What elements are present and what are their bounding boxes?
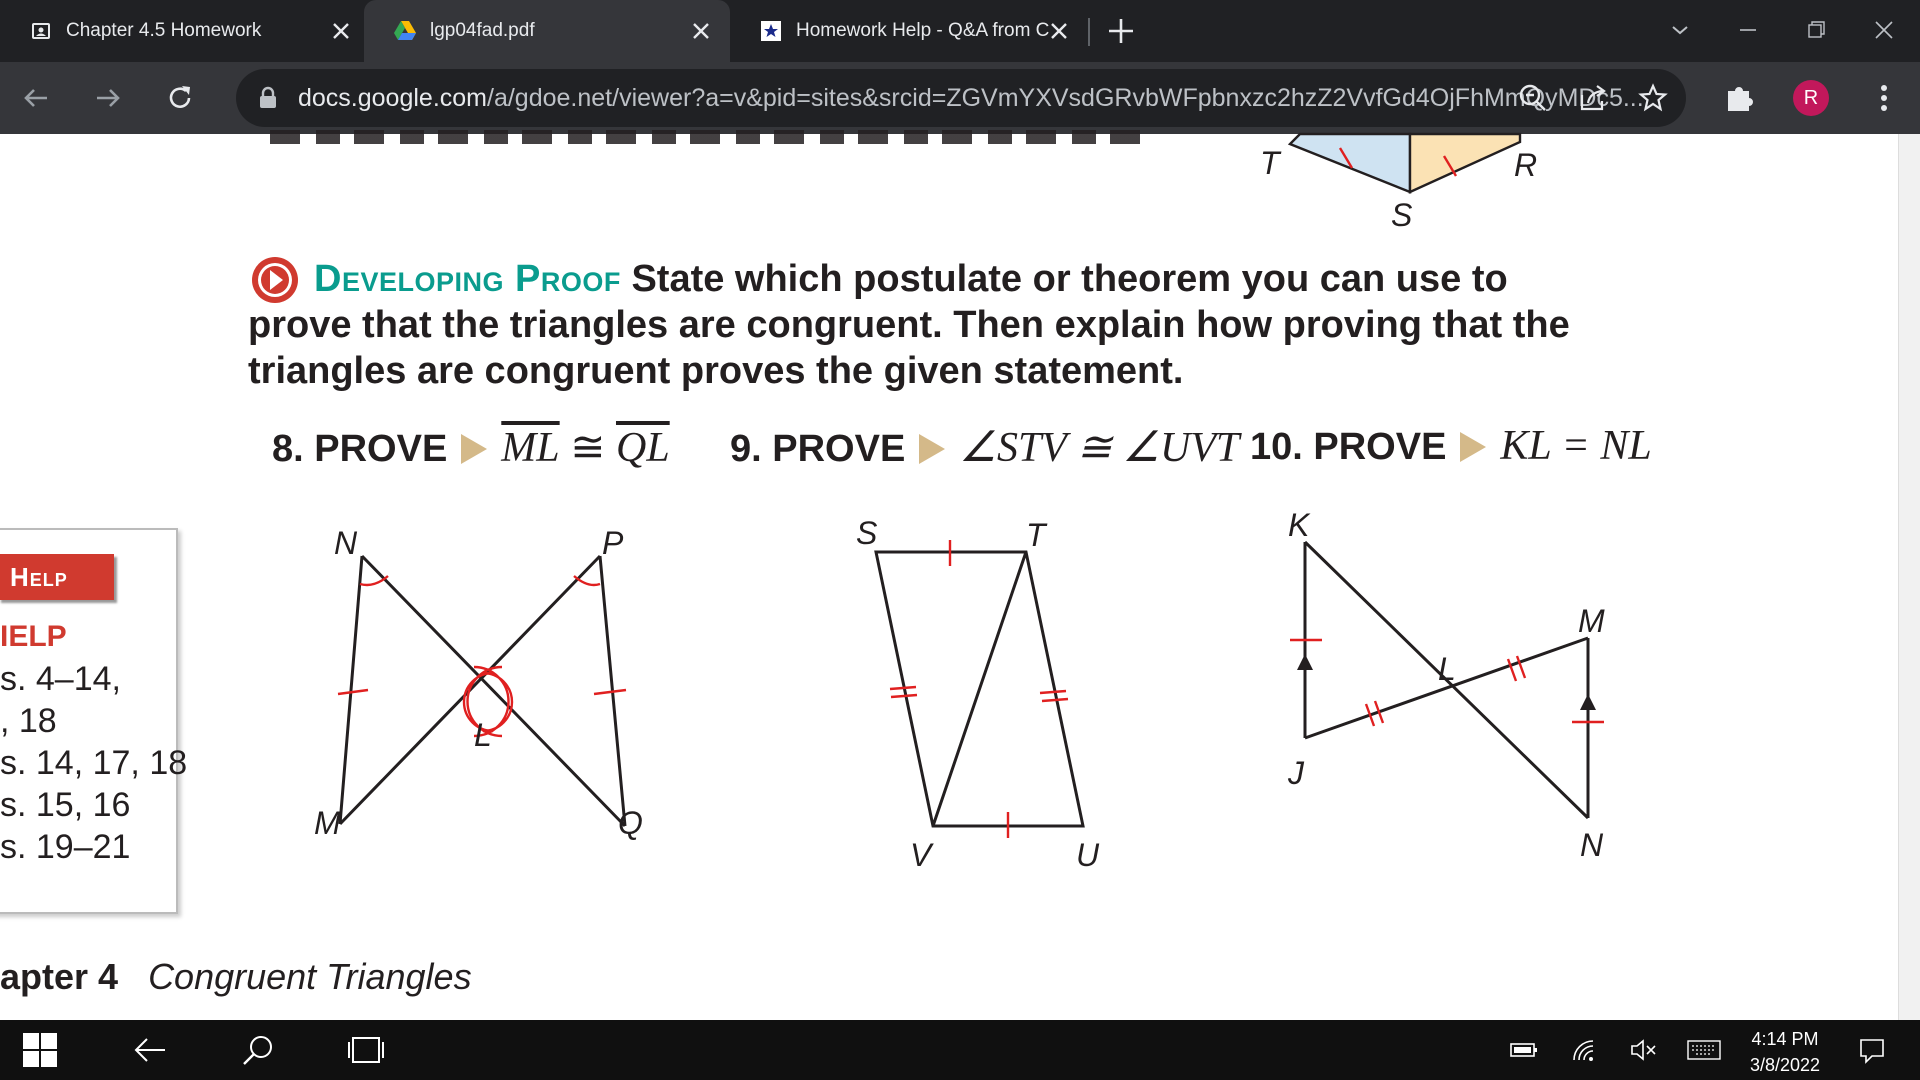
exercise-8 [272, 422, 670, 472]
help-heading: IELP [0, 620, 67, 653]
restore-icon[interactable] [1796, 10, 1836, 50]
label-u: U [1076, 837, 1100, 873]
volume-muted-icon[interactable] [1624, 1030, 1664, 1070]
tab-search-icon[interactable] [1660, 10, 1700, 50]
label-n: N [334, 525, 358, 561]
exercise-9 [730, 422, 1239, 472]
search-button[interactable] [238, 1030, 278, 1070]
double-tick-mark [1040, 691, 1068, 701]
arrow-icon [919, 434, 945, 464]
help-tag: Help [0, 554, 114, 600]
search-icon [241, 1033, 275, 1067]
new-tab-icon[interactable] [1106, 16, 1136, 46]
figure-8 [300, 504, 660, 844]
label-l: L [474, 717, 492, 753]
label-t: T [1260, 145, 1280, 181]
tick-mark [594, 690, 626, 694]
google-drive-icon [394, 20, 416, 42]
taskbar-clock[interactable] [1730, 1026, 1840, 1078]
label-q: Q [618, 805, 643, 841]
figure-9 [840, 504, 1100, 873]
exercise-number: 9. PROVE [730, 428, 906, 470]
close-icon[interactable] [328, 18, 354, 44]
exercise-number: 10. PROVE [1250, 426, 1447, 468]
figure-10 [1270, 494, 1620, 863]
forward-button[interactable] [88, 78, 128, 118]
zoom-icon[interactable] [1518, 83, 1548, 113]
tab-pdf[interactable] [364, 0, 730, 62]
start-button[interactable] [20, 1030, 60, 1070]
task-view-icon [347, 1035, 385, 1065]
label-t: T [1026, 517, 1046, 553]
back-arrow-icon [133, 1035, 167, 1065]
tab-title: Homework Help - Q&A from C [796, 20, 1050, 41]
exercise-number: 8. PROVE [272, 428, 448, 470]
label-s: S [856, 515, 878, 551]
close-icon[interactable] [688, 18, 714, 44]
tab-separator [1088, 18, 1090, 46]
menu-button[interactable] [1864, 78, 1904, 118]
label-m: M [314, 805, 341, 841]
exercise-statement: KL = NL [1500, 423, 1652, 469]
puzzle-icon [1723, 81, 1757, 115]
help-line: s. 14, 17, 18 [0, 744, 188, 782]
action-center-button[interactable] [1852, 1030, 1892, 1070]
chapter-number: apter 4 [0, 956, 119, 997]
star-icon [760, 20, 782, 42]
touch-keyboard-icon[interactable] [1684, 1030, 1724, 1070]
clock-time: 4:14 PM [1751, 1029, 1819, 1049]
extensions-button[interactable] [1720, 78, 1760, 118]
help-line: , 18 [0, 702, 57, 740]
heading-line-1 [248, 256, 1648, 302]
double-tick-mark [890, 687, 917, 697]
share-icon[interactable] [1578, 83, 1608, 113]
forward-arrow-icon [93, 83, 123, 113]
heading-line-3: triangles are congruent proves the given statement. [248, 350, 1184, 392]
minimize-icon[interactable] [1728, 10, 1768, 50]
close-window-icon[interactable] [1864, 10, 1904, 50]
back-arrow-icon [21, 83, 51, 113]
developing-proof-tag: Developing Proof [314, 258, 621, 300]
label-p: P [602, 525, 624, 561]
windows-taskbar [0, 1020, 1920, 1080]
label-r: R [1514, 147, 1538, 183]
top-diagram [1260, 134, 1580, 244]
notification-icon [1858, 1036, 1886, 1064]
back-button[interactable] [16, 78, 56, 118]
help-line: s. 15, 16 [0, 786, 131, 824]
profile-avatar[interactable]: R [1793, 80, 1829, 116]
exercise-10 [1250, 422, 1652, 470]
arrow-icon [461, 434, 487, 464]
label-l: L [1438, 651, 1456, 687]
label-n: N [1580, 827, 1604, 863]
exercise-statement: ∠STV ≅ ∠UVT [959, 425, 1240, 471]
reload-button[interactable] [160, 78, 200, 118]
parallel-arrow [1580, 694, 1596, 710]
windows-logo-icon [23, 1033, 57, 1067]
vertical-scrollbar[interactable] [1898, 134, 1920, 1020]
bookmark-star-icon[interactable] [1638, 83, 1668, 113]
arrow-icon [1460, 432, 1486, 462]
heading-line-2: prove that the triangles are congruent. Then explain how proving that the [248, 304, 1570, 346]
parallel-arrow [1297, 654, 1313, 670]
segment-ql: $\overline{QL}$ [615, 425, 670, 471]
label-v: V [910, 837, 932, 873]
taskbar-back-button[interactable] [130, 1030, 170, 1070]
tick-mark [338, 690, 368, 694]
url-host: docs.google.com [298, 84, 488, 112]
task-view-button[interactable] [346, 1030, 386, 1070]
reload-icon [165, 83, 195, 113]
heading-text-1: State which postulate or theorem you can use to [631, 258, 1508, 300]
help-line: s. 4–14, [0, 660, 121, 698]
tab-strip [0, 0, 1920, 62]
classroom-icon [30, 20, 52, 42]
tab-title: lgp04fad.pdf [430, 20, 535, 41]
pdf-viewer [0, 134, 1920, 1020]
lock-icon[interactable] [258, 86, 278, 110]
label-m: M [1578, 603, 1605, 639]
label-s: S [1391, 197, 1413, 233]
wifi-icon[interactable] [1564, 1030, 1604, 1070]
help-line: s. 19–21 [0, 828, 131, 866]
url-path: /a/gdoe.net/viewer?a=v&pid=sites&srcid=ZGVmYXVsdGRvbWFpbnxzc2hzZ2VvfGd4OjFhMmQyMDc5... [487, 84, 1644, 112]
label-k: K [1288, 507, 1310, 543]
congruent-symbol: ≅ [570, 425, 606, 471]
clock-date: 3/8/2022 [1749, 1055, 1821, 1075]
tab-homework-help[interactable] [730, 0, 1088, 62]
segment-ml: $\overline{ML}$ [501, 425, 560, 471]
label-j: J [1288, 755, 1304, 791]
cropped-text-line [270, 108, 1150, 148]
close-icon[interactable] [1046, 18, 1072, 44]
battery-icon[interactable] [1504, 1030, 1544, 1070]
page-footer [0, 956, 472, 998]
kebab-menu-icon [1879, 83, 1889, 113]
tab-title: Chapter 4.5 Homework [66, 20, 262, 41]
chapter-title: Congruent Triangles [148, 956, 472, 997]
tab-chapter-homework[interactable] [0, 0, 364, 62]
